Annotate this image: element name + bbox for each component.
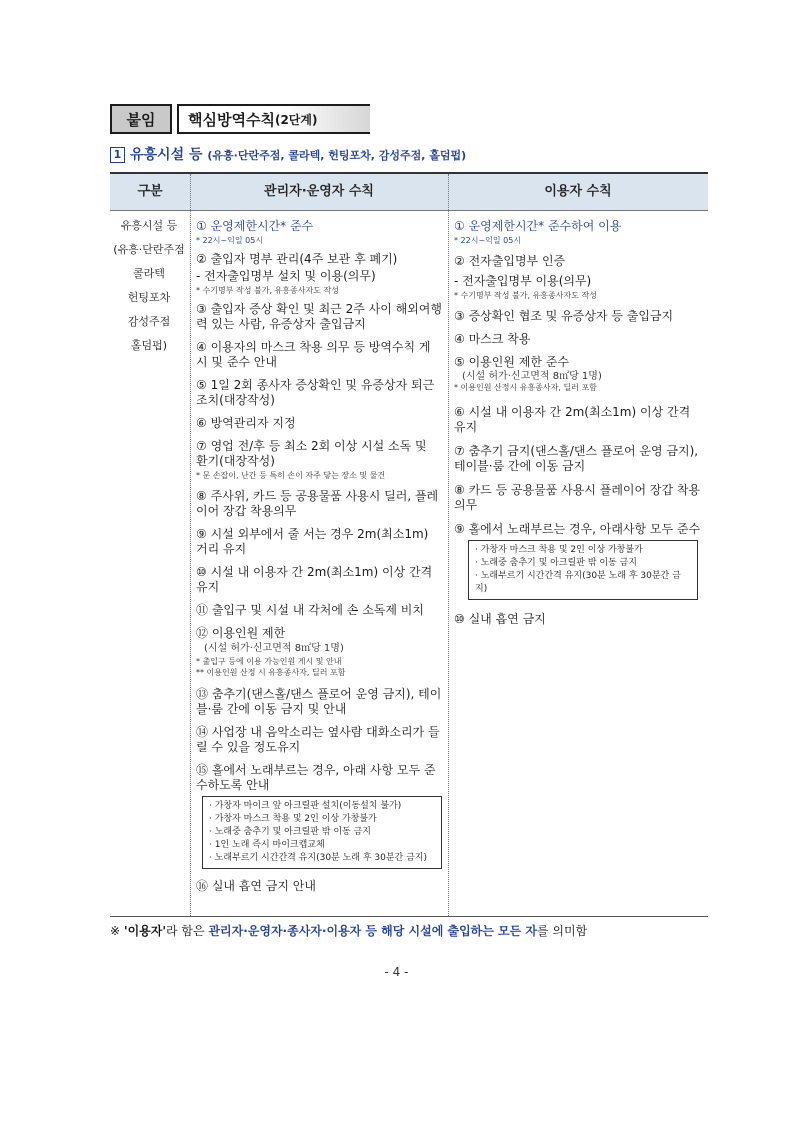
rule-item: ⑦ 춤추기 금지(댄스홀/댄스 플로어 운영 금지), 테이블·룸 간에 이동 금지 [454, 444, 699, 473]
rule-item: ⑮ 홀에서 노래부르는 경우, 아래 사항 모두 준수하도록 안내 [196, 763, 436, 792]
footnote-highlight: 관리자·운영자·종사자·이용자 등 해당 시설에 출입하는 모든 자 [208, 924, 537, 938]
doc-title-suffix: (2단계) [274, 112, 318, 127]
box-line: · 1인 노래 즉시 마이크캡교체 [209, 840, 325, 850]
rule-note: * 문 손잡이, 난간 등 특히 손이 자주 닿는 장소 및 물건 [196, 471, 386, 480]
category-line: 감성주점 [127, 315, 171, 328]
rule-note: * 22시~익일 05시 [454, 236, 522, 245]
singing-rules-box [202, 796, 442, 869]
rule-item: ⑯ 실내 흡연 금지 안내 [196, 879, 316, 893]
rule-item: ⑨ 홀에서 노래부르는 경우, 아래사항 모두 준수 [454, 522, 701, 536]
category-line: 홀덤펍) [130, 339, 168, 352]
rule-subtext: (시설 허가·신고면적 8㎡당 1명) [204, 643, 344, 654]
column-divider [448, 174, 449, 916]
rule-note: * 출입구 등에 이용 가능인원 게시 및 안내 [196, 657, 342, 666]
category-line: 헌팅포차 [127, 291, 171, 304]
box-line: · 가창자 마이크 앞 아크릴판 설치(이동설치 불가) [209, 801, 402, 811]
rule-subtext: (시설 허가·신고면적 8㎡당 1명) [462, 371, 602, 382]
footnote-term: '이용자' [123, 924, 167, 938]
rule-item: ⑩ 시설 내 이용자 간 2m(최소1m) 이상 간격 유지 [196, 565, 433, 594]
table-header [110, 174, 708, 211]
rule-item: ③ 출입자 증상 확인 및 최근 2주 사이 해외여행력 있는 사람, 유증상자 출입금지 [196, 302, 442, 331]
rule-item: ⑪ 출입구 및 시설 내 각처에 손 소독제 비치 [196, 603, 424, 617]
manager-rules [196, 210, 442, 894]
rule-item: ⑧ 카드 등 공용물품 사용시 플레이어 장갑 착용의무 [454, 483, 701, 512]
rule-item: ⑨ 시설 외부에서 줄 서는 경우 2m(최소1m) 거리 유지 [196, 527, 429, 556]
header-manager: 관리자·운영자 수칙 [264, 184, 374, 199]
rule-item: ③ 증상확인 협조 및 유증상자 등 출입금지 [454, 309, 674, 323]
rule-item: ⑬ 춤추기(댄스홀/댄스 플로어 운영 금지), 테이블·룸 간에 이동 금지 및 안내 [196, 687, 442, 716]
rule-item: ① 운영제한시간* 준수 [196, 219, 314, 233]
rule-item: ⑧ 주사위, 카드 등 공용물품 사용시 딜러, 플레이어 장갑 착용의무 [196, 489, 439, 518]
box-line: · 노래부르기 시간간격 유지(30분 노래 후 30분간 금지) [475, 571, 681, 594]
attachment-header [110, 104, 370, 134]
rule-item: ② 출입자 명부 관리(4주 보관 후 폐기) [196, 252, 398, 266]
rule-item: ⑭ 사업장 내 음악소리는 옆사람 대화소리가 들릴 수 있을 정도유지 [196, 725, 440, 754]
rules-table [110, 172, 708, 917]
rule-item: ④ 마스크 착용 [454, 332, 531, 346]
rule-note: ** 이용인원 산정 시 유흥종사자, 딜러 포함 [196, 668, 346, 677]
footnote-mid: 라 함은 [166, 924, 205, 938]
section-title: 유흥시설 등 [130, 147, 203, 163]
footnote [110, 922, 587, 939]
rule-item: - 전자출입명부 설치 및 이용(의무) [196, 269, 376, 283]
rule-item: ④ 이용자의 마스크 착용 의무 등 방역수칙 게시 및 준수 안내 [196, 340, 431, 369]
rule-item: ⑤ 1일 2회 종사자 증상확인 및 유증상자 퇴근조치(대장작성) [196, 378, 435, 407]
user-rules [454, 210, 702, 627]
category-line: 콜라텍 [133, 267, 165, 280]
box-line: · 노래부르기 시간간격 유지(30분 노래 후 30분간 금지) [209, 853, 428, 863]
doc-title-main: 핵심방역수칙 [188, 110, 275, 129]
rule-note: * 수기명부 작성 불가, 유흥종사자도 작성 [196, 286, 339, 295]
header-user: 이용자 수칙 [544, 184, 612, 199]
rule-item: ⑥ 방역관리자 지정 [196, 416, 296, 430]
rule-item: ⑩ 실내 흡연 금지 [454, 612, 546, 626]
column-divider [190, 174, 191, 916]
rule-item: ⑫ 이용인원 제한 [196, 626, 286, 640]
footnote-end: 를 의미함 [536, 924, 588, 938]
box-line: · 가창자 마스크 착용 및 2인 이상 가창불가 [209, 814, 377, 824]
footnote-mark: ※ [110, 924, 121, 938]
rule-item: ⑦ 영업 전/후 등 최소 2회 이상 시설 소독 및 환기(대장작성) [196, 439, 427, 468]
category-cell [110, 210, 188, 358]
rule-note: * 수기명부 작성 불가, 유흥종사자도 작성 [454, 291, 597, 300]
section-number: 1 [110, 147, 125, 163]
rule-item: - 전자출입명부 이용(의무) [454, 274, 592, 288]
rule-note: * 22시~익일 05시 [196, 236, 264, 245]
doc-title [177, 104, 370, 134]
section-subtitle [110, 144, 466, 164]
box-line: · 노래중 춤추기 및 아크릴판 밖 이동 금지 [209, 827, 371, 837]
rule-item: ⑤ 이용인원 제한 준수 [454, 355, 569, 369]
box-line: · 노래중 춤추기 및 아크릴판 밖 이동 금지 [475, 558, 637, 568]
category-line: 유흥시설 등 [120, 219, 178, 232]
header-category: 구분 [137, 184, 163, 199]
singing-rules-box [468, 540, 698, 600]
section-detail: (유흥·단란주점, 콜라텍, 헌팅포차, 감성주점, 홀덤펍) [207, 149, 467, 162]
category-line: (유흥·단란주점 [113, 243, 185, 256]
box-line: · 가창자 마스크 착용 및 2인 이상 가창불가 [475, 545, 643, 555]
rule-item: ② 전자출입명부 인증 [454, 254, 566, 268]
attachment-badge: 붙임 [110, 104, 172, 134]
rule-note: * 이용인원 산정시 유흥종사자, 딜러 포함 [454, 383, 597, 392]
page-number: - 4 - [384, 965, 409, 979]
rule-item: ⑥ 시설 내 이용자 간 2m(최소1m) 이상 간격 유지 [454, 405, 691, 434]
rule-item: ① 운영제한시간* 준수하여 이용 [454, 219, 622, 233]
